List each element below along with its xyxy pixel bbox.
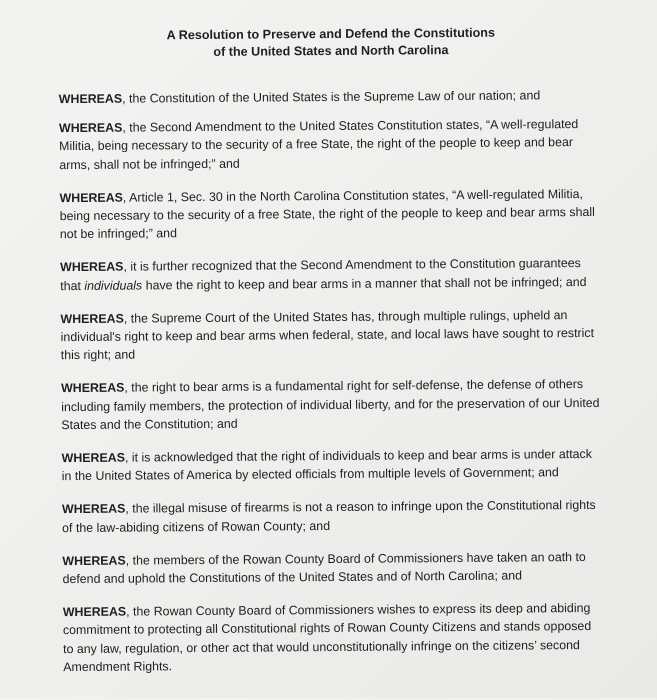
title-line-2: of the United States and North Carolina — [213, 42, 449, 59]
clause-text: , the right to bear arms is a fundamental right for self-defense, the defense of others including family members, the protection of individual liberty, and for the preservation of our United States and the Constitution; and — [61, 377, 600, 432]
document-title — [58, 24, 597, 61]
whereas-clause-2 — [59, 115, 598, 174]
clause-text: , the Supreme Court of the United States has, through multiple rulings, upheld an individual's right to keep and bear arms when federal, state, and local laws have sought to restrict this right; and — [60, 307, 595, 363]
whereas-label: WHEREAS — [62, 553, 126, 568]
clause-text: , Article 1, Sec. 30 in the North Carolina Constitution states, “A well-regulated Militia, being necessary to the security of a free State, the right of the people to keep and bear arms shall not be infringed;” and — [59, 186, 595, 242]
whereas-label: WHEREAS — [59, 190, 123, 205]
whereas-clause-4 — [60, 254, 599, 295]
whereas-clause-8 — [62, 496, 601, 537]
whereas-clause-10 — [63, 599, 603, 676]
clause-text: , the illegal misuse of firearms is not a reason to infringe upon the Constitutional rights of the law-abiding citizens of Rowan County; and — [62, 498, 596, 535]
whereas-clause-9 — [62, 548, 601, 589]
clause-text-before: , it is further recognized that the Second Amendment to the Constitution guarantees that — [60, 256, 581, 293]
whereas-clause-6 — [61, 375, 600, 434]
clause-emphasis: individuals — [84, 278, 143, 293]
whereas-label: WHEREAS — [62, 604, 127, 620]
whereas-label: WHEREAS — [60, 260, 124, 275]
whereas-clause-3 — [59, 185, 598, 244]
whereas-label: WHEREAS — [61, 502, 126, 517]
title-line-1: A Resolution to Preserve and Defend the Constitutions — [166, 25, 496, 43]
whereas-label: WHEREAS — [60, 381, 125, 396]
clause-text: , the Second Amendment to the United States Constitution states, “A well-regulated Militia, being necessary to the security of a free State, the right of the people to keep and bear arms, shall not be infringed;” and — [59, 117, 579, 172]
whereas-clause-5 — [60, 306, 599, 365]
clause-text: , it is acknowledged that the right of individuals to keep and bear arms is under attack in the United States of America by elected officials from multiple levels of Government; and — [61, 446, 592, 484]
clause-text: , the Constitution of the United States is the Supreme Law of our nation; and — [122, 88, 541, 106]
whereas-label: WHEREAS — [60, 311, 124, 326]
whereas-label: WHEREAS — [58, 91, 123, 107]
whereas-clause-7 — [62, 445, 601, 486]
clause-text: , the members of the Rowan County Board of Commissioners have taken an oath to defend and uphold the Constitutions of the United States and of North Carolina; and — [62, 549, 586, 587]
whereas-label: WHEREAS — [58, 120, 123, 136]
clause-text: , the Rowan County Board of Commissioners wishes to express its deep and abiding commitment to protecting all Constitutional rights of Rowan County Citizens and stands opposed to any law, regulation, or other act that would unconstitutionally infringe on the citizens’ second Amendment Rights. — [62, 601, 592, 674]
whereas-label: WHEREAS — [61, 450, 125, 466]
whereas-clause-1 — [59, 86, 598, 108]
clause-text-after: have the right to keep and bear arms in a manner that shall not be infringed; and — [142, 274, 587, 293]
